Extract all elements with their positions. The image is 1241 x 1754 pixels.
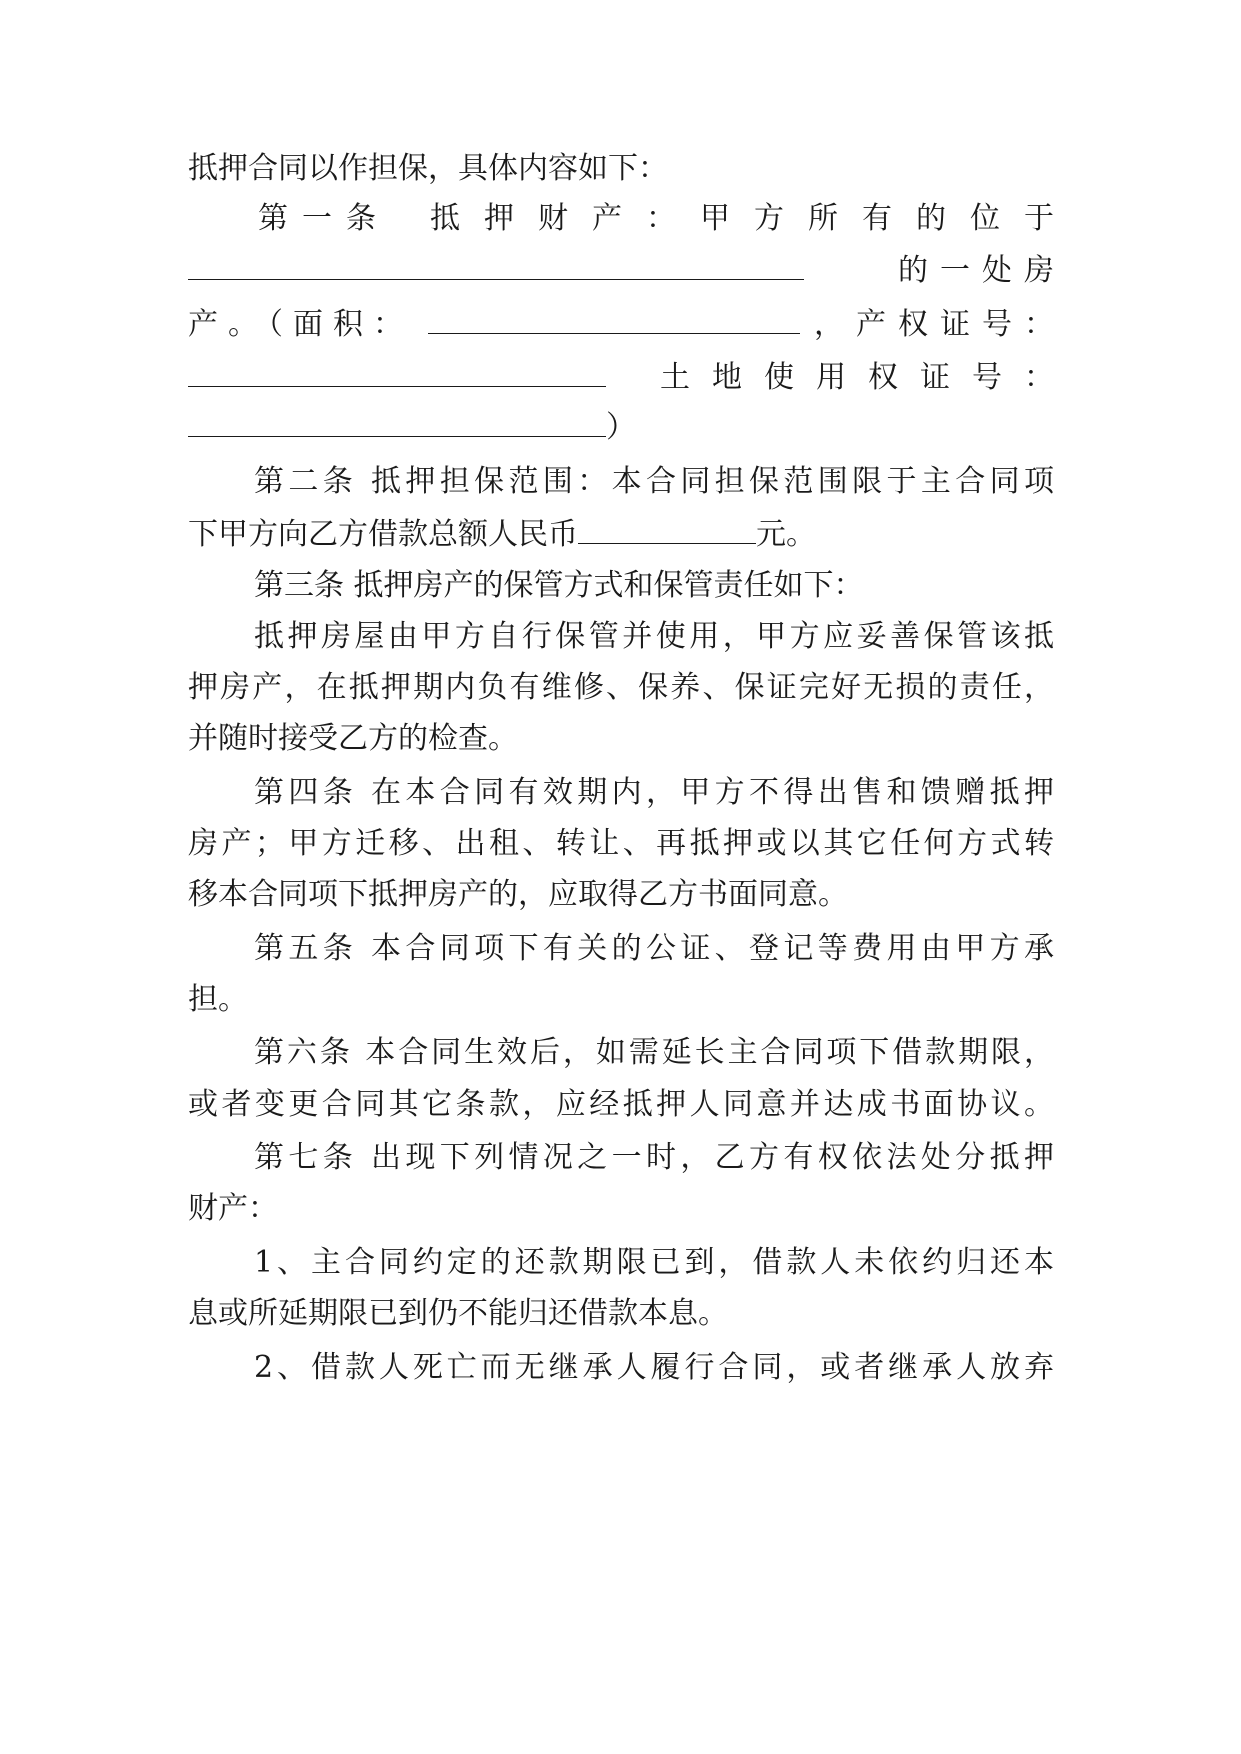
text-line: 担。	[188, 982, 248, 1017]
text-line: 并随时接受乙方的检查。	[188, 721, 518, 756]
text-line: ，产权证号：	[814, 307, 1066, 342]
clause-number: 第一条	[258, 201, 390, 236]
text-line: 房产；甲方迁移、出租、转让、再抵押或以其它任何方式转	[188, 826, 1058, 861]
text-line: 第二条 抵押担保范围：本合同担保范围限于主合同项	[254, 464, 1059, 499]
fill-blank-location[interactable]	[188, 257, 804, 280]
text-line: 第五条 本合同项下有关的公证、登记等费用由甲方承	[254, 931, 1059, 966]
text-line: 财产：	[188, 1191, 278, 1226]
text-line: 的一处房	[898, 253, 1066, 288]
text-line: 第六条 本合同生效后，如需延长主合同项下借款期限，	[254, 1035, 1057, 1070]
text-line: 抵押房屋由甲方自行保管并使用，甲方应妥善保管该抵	[254, 619, 1058, 654]
text-line: 抵押合同以作担保，具体内容如下：	[188, 151, 668, 186]
text-line: 第七条 出现下列情况之一时，乙方有权依法处分抵押	[254, 1140, 1059, 1175]
text-line: 下甲方向乙方借款总额人民币	[188, 517, 578, 552]
clause-1-heading	[258, 196, 1078, 242]
fill-blank-property-cert[interactable]	[188, 364, 606, 387]
text-line: 移本合同项下抵押房产的，应取得乙方书面同意。	[188, 877, 848, 912]
text-line: 产。（面积：	[188, 307, 413, 342]
fill-blank-area[interactable]	[428, 311, 800, 334]
text-line: 1、主合同约定的还款期限已到，借款人未依约归还本	[254, 1245, 1058, 1280]
text-line: ）	[606, 410, 636, 445]
text-line-with-blank	[188, 302, 1066, 348]
text-line: 第四条 在本合同有效期内，甲方不得出售和馈赠抵押	[254, 775, 1059, 810]
fill-blank-land-cert[interactable]	[188, 414, 606, 437]
text-line: 元。	[756, 517, 816, 552]
text-line-with-blank	[188, 512, 1054, 558]
text-line: 第三条 抵押房产的保管方式和保管责任如下：	[254, 568, 864, 603]
text-line: 2、借款人死亡而无继承人履行合同，或者继承人放弃	[254, 1350, 1058, 1385]
text-line: 或者变更合同其它条款，应经抵押人同意并达成书面协议。	[188, 1087, 1058, 1122]
text-line-with-blank	[188, 355, 1076, 401]
text-line: 土地使用权证号：	[660, 360, 1076, 395]
text-line: 押房产，在抵押期内负有维修、保养、保证完好无损的责任，	[188, 670, 1057, 705]
text-line: 抵押财产：甲方所有的位于	[430, 201, 1078, 236]
text-line: 息或所延期限已到仍不能归还借款本息。	[188, 1296, 728, 1331]
text-line-with-blank	[188, 405, 1054, 451]
text-line-with-blank	[188, 248, 1066, 294]
fill-blank-amount[interactable]	[578, 521, 756, 544]
